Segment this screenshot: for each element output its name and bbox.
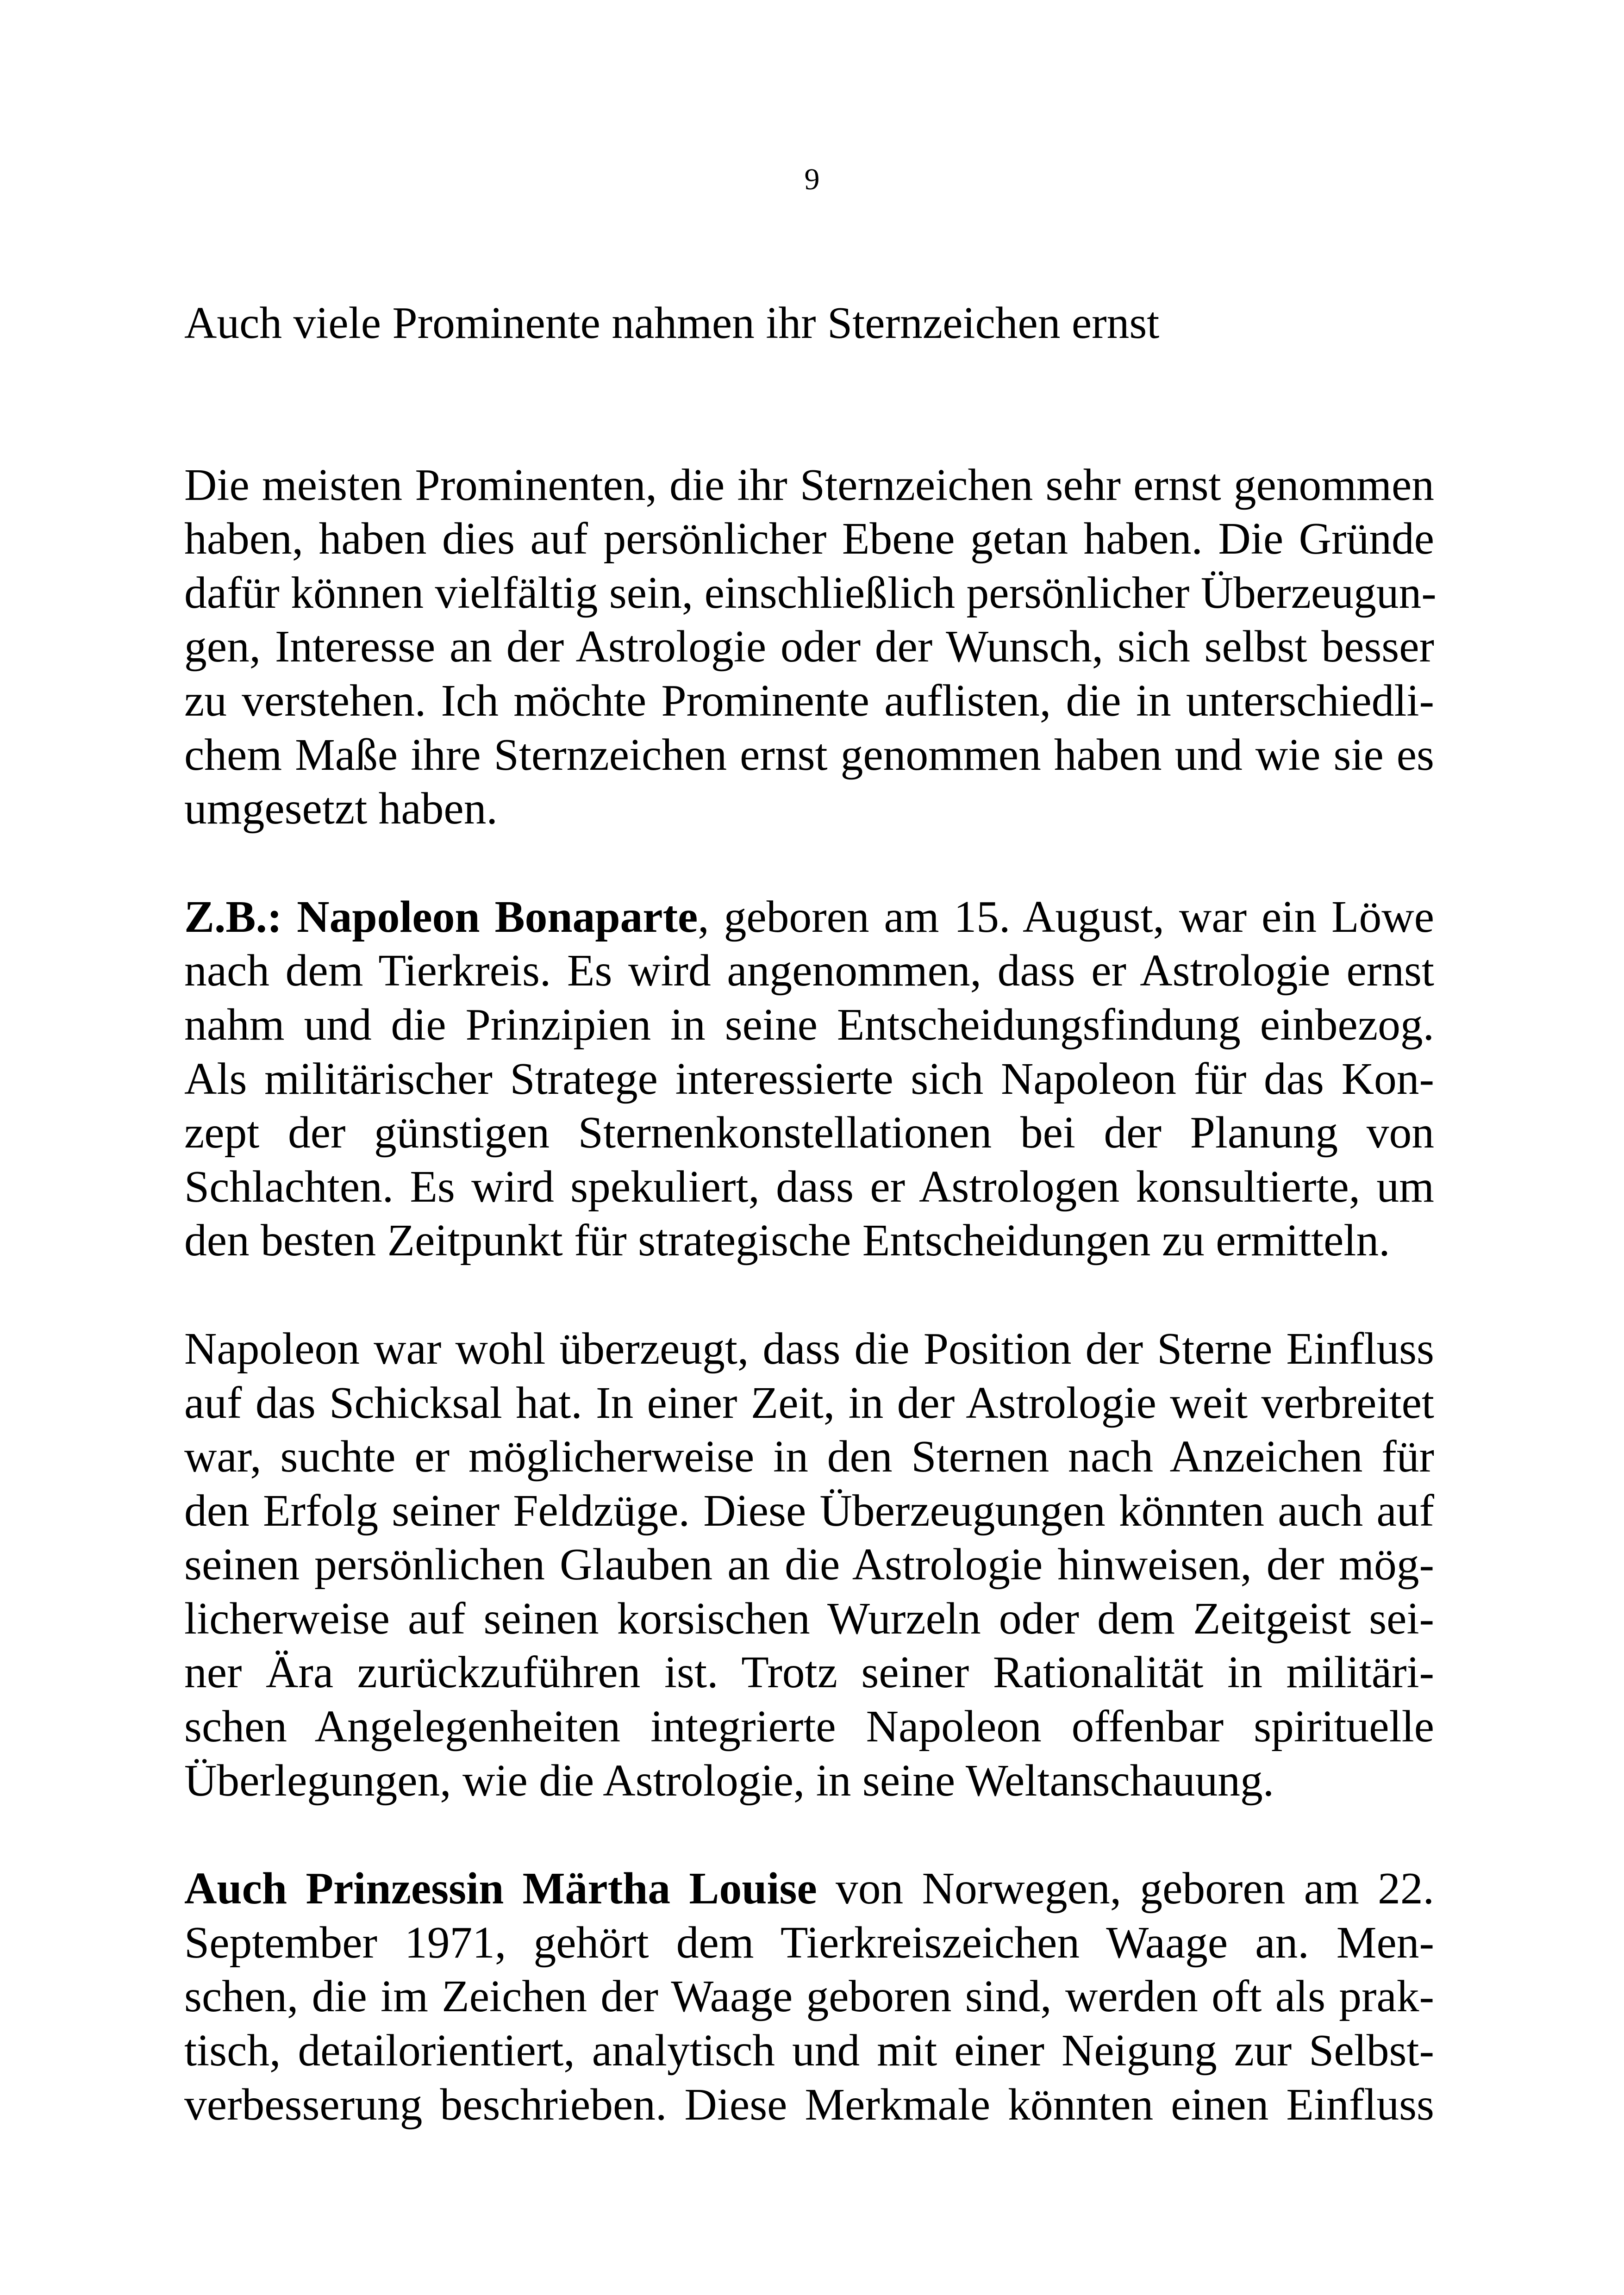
- text-line: seinen persönlichen Glauben an die Astrologie hinweisen, der mög-: [184, 1540, 1434, 1590]
- text-run: , geboren am 15. August, war ein Löwe: [698, 892, 1434, 942]
- text-line: dafür können vielfältig sein, einschließlich persönlicher Überzeugun-: [184, 568, 1437, 618]
- text-line: Schlachten. Es wird spekuliert, dass er Astrologen konsultierte, um: [184, 1161, 1434, 1212]
- paragraph-intro: [184, 458, 1437, 836]
- text-line: auf das Schicksal hat. In einer Zeit, in der Astrologie weit verbreitet: [184, 1378, 1434, 1428]
- text-line: den besten Zeitpunkt für strategische Entscheidungen zu ermitteln.: [184, 1216, 1390, 1266]
- text-line: Die meisten Prominenten, die ihr Sternzeichen sehr ernst genommen: [184, 460, 1434, 510]
- document-body: [184, 296, 1437, 2186]
- text-line: zept der günstigen Sternenkonstellationen bei der Planung von: [184, 1108, 1434, 1158]
- text-line: zu verstehen. Ich möchte Prominente auflisten, die in unterschiedli-: [184, 675, 1434, 726]
- paragraph-napoleon: [184, 890, 1434, 1268]
- text-line: den Erfolg seiner Feldzüge. Diese Überzeugungen könnten auch auf: [184, 1485, 1434, 1536]
- bold-name-napoleon: Z.B.: Napoleon Bonaparte: [184, 892, 698, 942]
- text-line: verbesserung beschrieben. Diese Merkmale könnten einen Einfluss: [184, 2079, 1434, 2130]
- text-line: umgesetzt haben.: [184, 784, 498, 834]
- text-line: Überlegungen, wie die Astrologie, in seine Weltanschauung.: [184, 1755, 1274, 1806]
- section-heading: Auch viele Prominente nahmen ihr Sternzeichen ernst: [184, 298, 1160, 348]
- text-line: [184, 1862, 1434, 1916]
- text-line: ner Ära zurückzuführen ist. Trotz seiner Rationalität in militäri-: [184, 1647, 1434, 1698]
- text-line: war, suchte er möglicherweise in den Sternen nach Anzeichen für: [184, 1432, 1434, 1482]
- text-line: haben, haben dies auf persönlicher Ebene getan haben. Die Gründe: [184, 514, 1434, 564]
- text-line: September 1971, gehört dem Tierkreiszeichen Waage an. Men-: [184, 1917, 1434, 1968]
- text-line: schen Angelegenheiten integrierte Napoleon offenbar spirituelle: [184, 1702, 1434, 1752]
- text-line: nach dem Tierkreis. Es wird angenommen, dass er Astrologie ernst: [184, 946, 1434, 996]
- text-line: [184, 890, 1434, 944]
- bold-name-maertha-louise: Auch Prinzessin Märtha Louise: [184, 1864, 817, 1914]
- text-line: gen, Interesse an der Astrologie oder der Wunsch, sich selbst besser: [184, 622, 1434, 672]
- paragraph-maertha-louise: [184, 1862, 1434, 2132]
- paragraph-napoleon-belief: [184, 1322, 1434, 1808]
- text-line: tisch, detailorientiert, analytisch und mit einer Neigung zur Selbst-: [184, 2026, 1434, 2076]
- text-line: Napoleon war wohl überzeugt, dass die Position der Sterne Einfluss: [184, 1323, 1434, 1374]
- text-line: nahm und die Prinzipien in seine Entscheidungsfindung einbezog.: [184, 999, 1434, 1050]
- text-line: licherweise auf seinen korsischen Wurzeln oder dem Zeitgeist sei-: [184, 1593, 1434, 1644]
- text-line: schen, die im Zeichen der Waage geboren sind, werden oft als prak-: [184, 1971, 1434, 2022]
- text-line: chem Maße ihre Sternzeichen ernst genommen haben und wie sie es: [184, 730, 1434, 780]
- text-run: von Norwegen, geboren am 22.: [817, 1864, 1434, 1914]
- page-number: 9: [804, 162, 820, 196]
- text-line: Als militärischer Stratege interessierte sich Napoleon für das Kon-: [184, 1054, 1434, 1104]
